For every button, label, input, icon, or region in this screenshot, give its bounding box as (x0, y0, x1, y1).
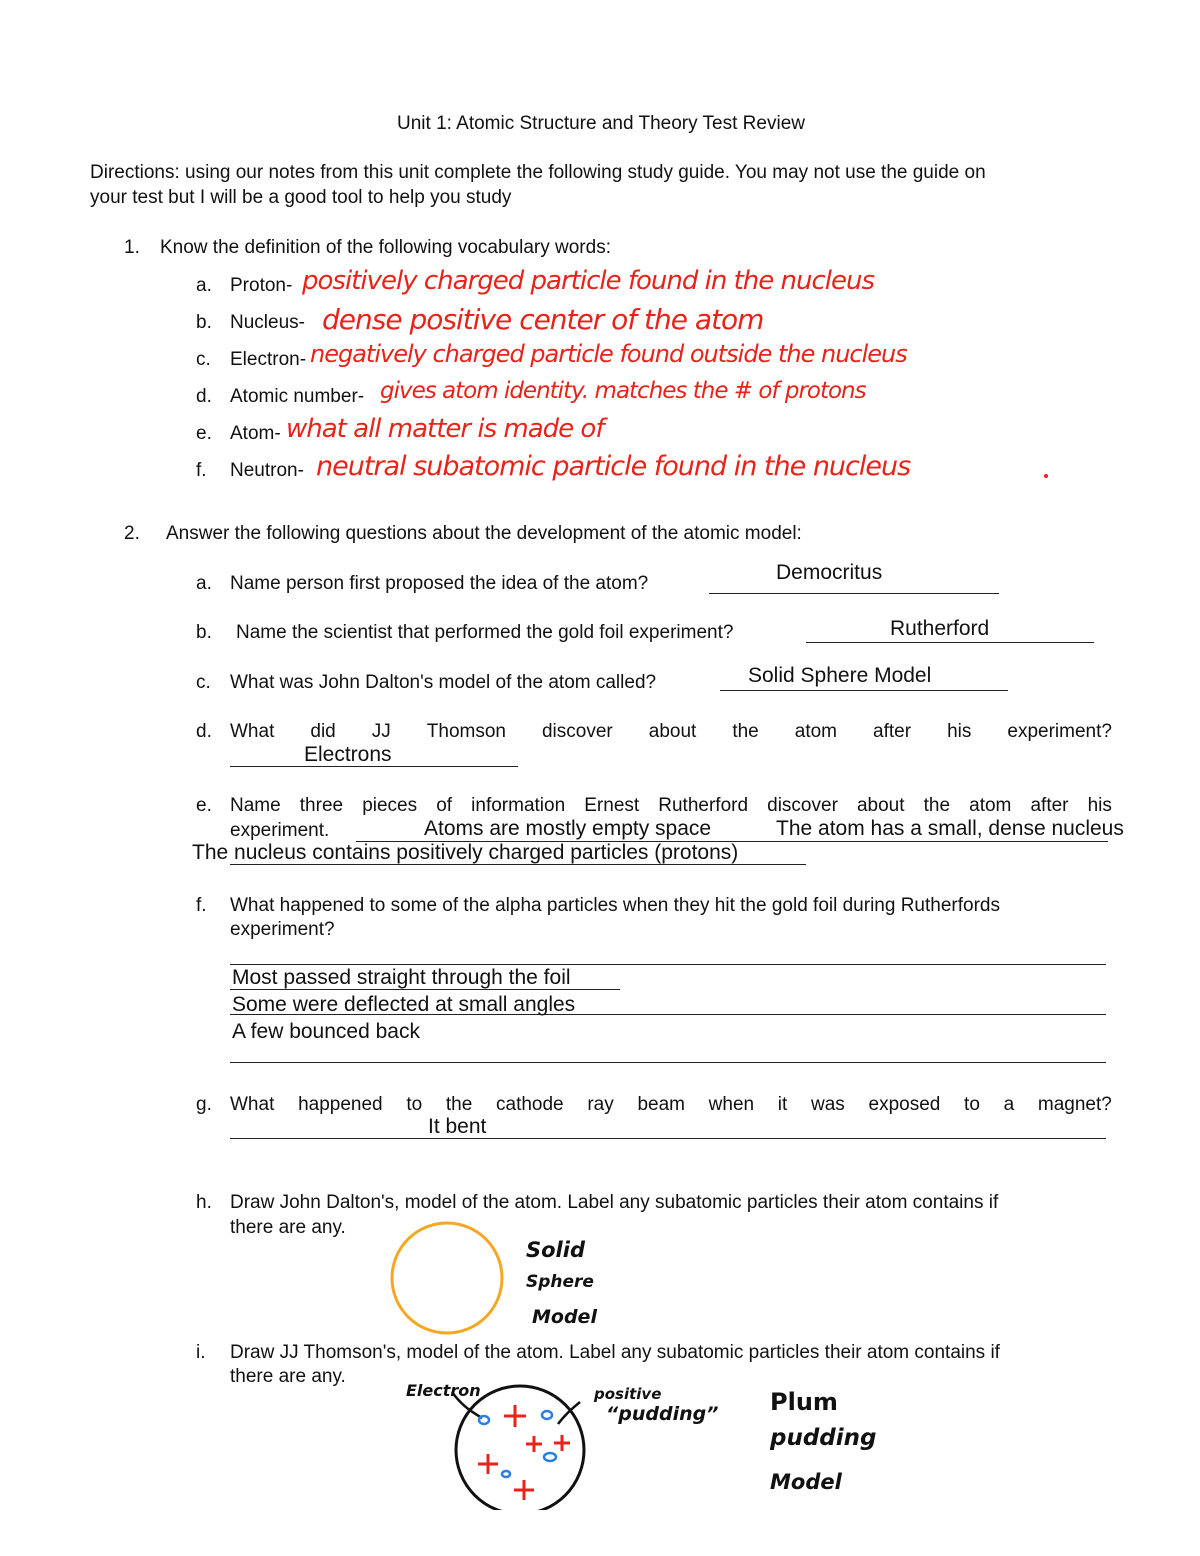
q2g-word: magnet? (1037, 1094, 1112, 1115)
proton-plus-mark (504, 1405, 526, 1427)
q2e-word: of (436, 795, 453, 816)
dalton-label-line1: Solid (526, 1238, 585, 1262)
q2d-word: did (310, 721, 336, 742)
q1-item-answer: what all matter is made of (286, 414, 604, 444)
q2b-question: Name the scientist that performed the gold foil experiment? (236, 622, 734, 643)
q2f-question-line2: experiment? (230, 919, 335, 940)
q2e-word: after (1030, 795, 1069, 816)
page-title: Unit 1: Atomic Structure and Theory Test Review (397, 113, 805, 134)
dalton-label-line3: Model (532, 1306, 597, 1328)
q2d-word: atom (794, 721, 837, 742)
pudding-label-line2: “pudding” (606, 1403, 719, 1425)
electron-mark (502, 1471, 510, 1477)
q1-item-marker: a. (196, 275, 212, 296)
q2g-word: to (406, 1094, 423, 1115)
q2g-answer-line (230, 1138, 1106, 1139)
q2h-question-line2: there are any. (230, 1217, 346, 1238)
q2e-word: his (1087, 795, 1112, 816)
q2d-answer: Electrons (304, 743, 392, 766)
q2i-question-line2: there are any. (230, 1366, 346, 1387)
q1-item-marker: d. (196, 386, 212, 407)
q2b-answer: Rutherford (890, 617, 990, 640)
q2e-word: atom (969, 795, 1012, 816)
q2f-answer-3: A few bounced back (232, 1020, 420, 1043)
q2e-word: Name (230, 795, 281, 816)
electron-label: Electron (406, 1381, 481, 1400)
q2g-word: to (964, 1094, 980, 1115)
q2e-answer-2: The atom has a small, dense nucleus (776, 817, 1124, 840)
dalton-label-line2: Sphere (526, 1272, 594, 1292)
q2g-word: it (777, 1094, 788, 1115)
q2g-word: beam (637, 1094, 685, 1115)
q2g-answer: It bent (428, 1115, 487, 1138)
dalton-drawing (380, 1220, 520, 1340)
q1-item-marker: c. (196, 349, 211, 370)
electron-mark (542, 1411, 552, 1419)
q2e-word: information (471, 795, 566, 816)
proton-plus-mark (554, 1435, 570, 1451)
q2d-question (230, 720, 1112, 744)
q2f-answer-2: Some were deflected at small angles (232, 993, 576, 1016)
q1-item-term: Electron- (230, 349, 307, 370)
q2e-question-line2: experiment. (230, 820, 330, 841)
electron-mark (544, 1453, 556, 1461)
q2e-word: three (299, 795, 344, 816)
q2g-question (230, 1093, 1112, 1117)
q2e-question (230, 794, 1112, 818)
q2g-word: What (230, 1094, 275, 1115)
q1-item-answer: gives atom identity. matches the # of protons (380, 378, 866, 404)
directions-line-1: Directions: using our notes from this unit complete the following study guide. You may not use the guide on (90, 162, 986, 183)
q2g-word: a (1003, 1094, 1015, 1115)
q2f-answer-1: Most passed straight through the foil (232, 966, 571, 989)
q2g-word: exposed (868, 1094, 941, 1115)
q2e-answer-1: Atoms are mostly empty space (424, 817, 712, 840)
q2g-word: the (445, 1094, 473, 1115)
proton-plus-mark (514, 1480, 534, 1500)
q2h-question-line1: Draw John Dalton's, model of the atom. Label any subatomic particles their atom contains if (230, 1192, 999, 1213)
model-label-line2: pudding (770, 1425, 877, 1451)
q2d-word: JJ (371, 721, 391, 742)
q2d-word: discover (541, 721, 613, 742)
q2g-word: was (811, 1094, 845, 1115)
q2f-answer-line-4 (230, 1062, 1106, 1063)
q1-prompt: Know the definition of the following vocabulary words: (160, 237, 611, 258)
q1-item-answer: negatively charged particle found outside the nucleus (310, 340, 907, 368)
q2a-marker: a. (196, 573, 212, 594)
q2g-marker: g. (196, 1094, 212, 1115)
q2-number: 2. (124, 523, 140, 544)
q2g-word: happened (298, 1094, 383, 1115)
q1-item-marker: e. (196, 423, 212, 444)
q2b-answer-line (806, 642, 1094, 643)
q2d-word: about (648, 721, 697, 742)
q2c-marker: c. (196, 672, 211, 693)
q2a-answer: Democritus (776, 561, 883, 584)
q2i-question-line1: Draw JJ Thomson's, model of the atom. Label any subatomic particles their atom contains if (230, 1342, 1000, 1363)
stray-red-dot (1044, 474, 1048, 478)
q2e-word: Ernest (584, 795, 640, 816)
q1-item-marker: f. (196, 460, 207, 481)
q2e-word: about (856, 795, 905, 816)
q2a-answer-line (709, 593, 999, 594)
q2e-word: discover (767, 795, 838, 816)
q2c-answer: Solid Sphere Model (748, 664, 932, 687)
dalton-sphere (392, 1223, 502, 1333)
q2d-word: his (947, 721, 972, 742)
q2c-question: What was John Dalton's model of the atom called? (230, 672, 657, 693)
q1-item-term: Proton- (230, 275, 293, 296)
q2d-word: the (732, 721, 759, 742)
q1-item-term: Atomic number- (230, 386, 365, 407)
q2e-marker: e. (196, 795, 212, 816)
electron-mark (479, 1416, 489, 1424)
q1-item-answer: positively charged particle found in the nucleus (302, 266, 875, 296)
q1-number: 1. (124, 237, 140, 258)
q1-item-term: Atom- (230, 423, 281, 444)
q1-item-marker: b. (196, 312, 212, 333)
q1-item-answer: dense positive center of the atom (322, 303, 764, 336)
q2c-answer-line (720, 690, 1008, 691)
q2d-word: Thomson (426, 721, 506, 742)
q2g-word: when (708, 1094, 755, 1115)
q2e-word: the (923, 795, 951, 816)
model-label-line1: Plum (770, 1388, 838, 1416)
q2d-marker: d. (196, 721, 212, 742)
q2g-word: ray (587, 1094, 614, 1115)
q2b-marker: b. (196, 622, 212, 643)
q2e-word: Rutherford (658, 795, 749, 816)
directions-line-2: your test but I will be a good tool to help you study (90, 187, 512, 208)
q2f-answer-line-1 (230, 964, 1106, 965)
proton-plus-mark (526, 1436, 542, 1452)
pudding-label-line1: positive (594, 1385, 662, 1403)
q1-item-term: Nucleus- (230, 312, 305, 333)
q2d-word: What (230, 721, 275, 742)
q1-item-term: Neutron- (230, 460, 304, 481)
q2a-question: Name person first proposed the idea of the atom? (230, 573, 649, 594)
proton-plus-mark (478, 1454, 498, 1474)
q2d-word: experiment? (1007, 721, 1112, 742)
q2f-question-line1: What happened to some of the alpha particles when they hit the gold foil during Rutherfords (230, 895, 1000, 916)
q2d-word: after (873, 721, 912, 742)
q2i-marker: i. (196, 1342, 206, 1363)
q2e-answer-3: The nucleus contains positively charged particles (protons) (192, 841, 739, 864)
q2-prompt: Answer the following questions about the development of the atomic model: (166, 523, 802, 544)
q2f-marker: f. (196, 895, 207, 916)
q2h-marker: h. (196, 1192, 212, 1213)
model-label-line3: Model (770, 1470, 842, 1494)
q1-item-answer: neutral subatomic particle found in the nucleus (316, 451, 911, 482)
q2g-word: cathode (496, 1094, 564, 1115)
q2e-word: pieces (362, 795, 418, 816)
